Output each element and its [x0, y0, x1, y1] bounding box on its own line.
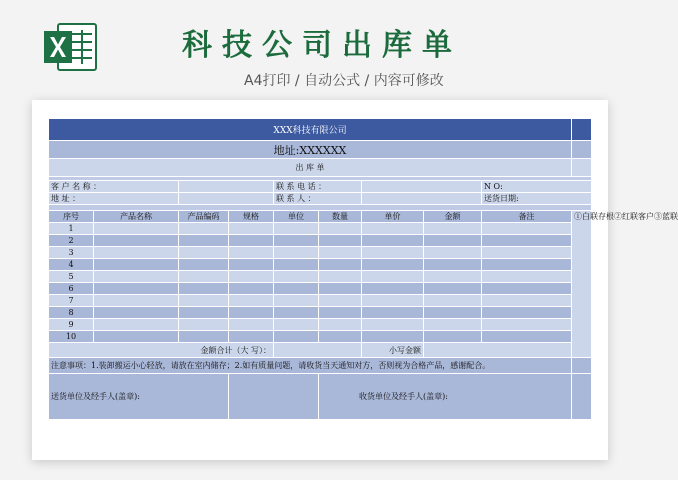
item-row	[49, 319, 592, 331]
doc-title[interactable]: 出 库 单	[49, 159, 572, 177]
page-subtitle: A4打印 / 自动公式 / 内容可修改	[244, 73, 444, 89]
cell[interactable]	[319, 331, 362, 343]
item-row	[49, 295, 592, 307]
cell[interactable]	[572, 159, 592, 177]
cell[interactable]	[319, 283, 362, 295]
cell[interactable]	[572, 119, 592, 141]
cell[interactable]	[362, 319, 424, 331]
cell[interactable]	[482, 283, 572, 295]
cell[interactable]	[94, 319, 179, 331]
cell[interactable]	[229, 319, 274, 331]
cell[interactable]	[229, 283, 274, 295]
site-value[interactable]	[179, 193, 274, 205]
column-header: 备注	[482, 211, 572, 223]
sender-sign-label: 送货单位及经手人(盖章):	[49, 374, 229, 420]
row-number: 10	[49, 331, 94, 343]
cell[interactable]	[274, 295, 319, 307]
notes-row	[49, 358, 592, 374]
cell[interactable]	[229, 259, 274, 271]
cell[interactable]	[229, 271, 274, 283]
cell[interactable]	[274, 307, 319, 319]
row-number: 6	[49, 283, 94, 295]
cell[interactable]	[424, 247, 482, 259]
cell[interactable]	[572, 358, 592, 374]
cell[interactable]	[424, 259, 482, 271]
cell[interactable]	[94, 295, 179, 307]
cell[interactable]	[362, 307, 424, 319]
cell[interactable]	[362, 271, 424, 283]
doc-title-row	[49, 159, 592, 177]
delivery-date-field[interactable]	[482, 193, 592, 205]
total-upper-label: 金额合计（大 写）：	[49, 343, 274, 358]
address-cell[interactable]: 地址:XXXXXX	[49, 141, 572, 159]
column-header-row	[49, 211, 592, 223]
contact-phone-label: 联 系 电 话 ：	[274, 181, 362, 193]
total-row	[49, 343, 592, 358]
cell[interactable]	[179, 331, 229, 343]
cell[interactable]	[94, 307, 179, 319]
item-row	[49, 235, 592, 247]
signature-row	[49, 374, 592, 420]
item-row	[49, 223, 592, 235]
no-label: N O:	[484, 182, 503, 191]
column-header: 产品名称	[94, 211, 179, 223]
company-row	[49, 119, 592, 141]
cell[interactable]	[179, 223, 229, 235]
sender-sign-value[interactable]	[229, 374, 319, 420]
cell[interactable]	[482, 331, 572, 343]
item-row	[49, 271, 592, 283]
header-banner	[0, 0, 640, 100]
copy-distribution-note: ①白联存根②红联客户③蓝联	[572, 211, 592, 358]
cell[interactable]	[274, 259, 319, 271]
column-header: 序号	[49, 211, 94, 223]
cell[interactable]	[424, 271, 482, 283]
page-title: 科技公司出库单	[182, 28, 462, 63]
column-header: 产品编码	[179, 211, 229, 223]
cell[interactable]	[274, 235, 319, 247]
receiver-sign-field[interactable]	[319, 374, 572, 420]
column-header: 数量	[319, 211, 362, 223]
row-number: 7	[49, 295, 94, 307]
delivery-form-table	[48, 118, 678, 420]
cell[interactable]	[362, 223, 424, 235]
cell[interactable]	[319, 259, 362, 271]
cell[interactable]	[94, 259, 179, 271]
column-header: 金额	[424, 211, 482, 223]
cell[interactable]	[94, 235, 179, 247]
cell[interactable]	[424, 223, 482, 235]
cell[interactable]	[362, 235, 424, 247]
customer-value[interactable]	[179, 181, 274, 193]
column-header: 规格	[229, 211, 274, 223]
contact-person-value[interactable]	[362, 193, 482, 205]
no-field[interactable]	[482, 181, 592, 193]
site-label: 地 址 ：	[49, 193, 179, 205]
cell[interactable]	[179, 319, 229, 331]
address-info-row	[49, 193, 592, 205]
cell[interactable]	[229, 307, 274, 319]
address-row	[49, 141, 592, 159]
cell[interactable]	[274, 283, 319, 295]
cell[interactable]	[424, 235, 482, 247]
cell[interactable]	[94, 331, 179, 343]
cell[interactable]	[274, 247, 319, 259]
cell[interactable]	[94, 283, 179, 295]
contact-person-label: 联 系 人 ：	[274, 193, 362, 205]
cell[interactable]	[362, 247, 424, 259]
receiver-sign-label: 收货单位及经手人(盖章):	[359, 392, 448, 401]
cell[interactable]	[179, 247, 229, 259]
cell[interactable]	[229, 247, 274, 259]
cell[interactable]	[274, 331, 319, 343]
total-lower-label: 小写金额	[362, 343, 424, 358]
cell[interactable]	[319, 235, 362, 247]
row-number: 8	[49, 307, 94, 319]
company-name[interactable]: XXX科技有限公司	[49, 119, 572, 141]
cell[interactable]	[179, 271, 229, 283]
cell[interactable]	[482, 319, 572, 331]
column-header: 单价	[362, 211, 424, 223]
cell[interactable]	[319, 223, 362, 235]
cell[interactable]	[94, 247, 179, 259]
spreadsheet-sheet	[32, 100, 678, 460]
contact-phone-value[interactable]	[362, 181, 482, 193]
cell[interactable]	[424, 295, 482, 307]
cell[interactable]	[179, 259, 229, 271]
item-row	[49, 307, 592, 319]
item-row	[49, 283, 592, 295]
cell[interactable]	[362, 295, 424, 307]
cell[interactable]	[572, 374, 592, 420]
cell[interactable]	[424, 319, 482, 331]
cell[interactable]	[274, 319, 319, 331]
total-lower-value[interactable]	[424, 343, 572, 358]
cell[interactable]	[179, 235, 229, 247]
cell[interactable]	[482, 247, 572, 259]
cell[interactable]	[179, 295, 229, 307]
cell[interactable]	[229, 235, 274, 247]
row-number: 5	[49, 271, 94, 283]
cell[interactable]	[424, 283, 482, 295]
total-upper-value[interactable]	[274, 343, 362, 358]
cell[interactable]	[229, 223, 274, 235]
row-number: 4	[49, 259, 94, 271]
cell[interactable]	[229, 295, 274, 307]
cell[interactable]	[424, 331, 482, 343]
cell[interactable]	[319, 295, 362, 307]
cell[interactable]	[179, 307, 229, 319]
row-number: 2	[49, 235, 94, 247]
row-number: 3	[49, 247, 94, 259]
row-number: 9	[49, 319, 94, 331]
cell[interactable]	[362, 283, 424, 295]
cell[interactable]	[572, 141, 592, 159]
column-header: 单位	[274, 211, 319, 223]
item-row	[49, 259, 592, 271]
cell[interactable]	[482, 307, 572, 319]
cell[interactable]	[94, 223, 179, 235]
cell[interactable]	[319, 319, 362, 331]
excel-icon	[42, 18, 100, 76]
cell[interactable]	[229, 331, 274, 343]
cell[interactable]	[424, 307, 482, 319]
cell[interactable]	[274, 223, 319, 235]
cell[interactable]	[482, 295, 572, 307]
notes-text[interactable]: 注意事项：1.装卸搬运小心轻放，请放在室内储存；2.如有质量问题，请收货当天通知对方，否则视为合格产品，感谢配合。	[49, 358, 572, 374]
cell[interactable]	[482, 235, 572, 247]
cell[interactable]	[482, 259, 572, 271]
cell[interactable]	[94, 271, 179, 283]
cell[interactable]	[319, 247, 362, 259]
cell[interactable]	[482, 223, 572, 235]
cell[interactable]	[274, 271, 319, 283]
item-row	[49, 331, 592, 343]
item-row	[49, 247, 592, 259]
cell[interactable]	[319, 307, 362, 319]
cell[interactable]	[319, 271, 362, 283]
row-number: 1	[49, 223, 94, 235]
cell[interactable]	[482, 271, 572, 283]
cell[interactable]	[362, 259, 424, 271]
delivery-date-label: 送货日期:	[484, 194, 519, 203]
cell[interactable]	[179, 283, 229, 295]
cell[interactable]	[362, 331, 424, 343]
customer-label: 客 户 名 称 ：	[49, 181, 179, 193]
customer-row	[49, 181, 592, 193]
